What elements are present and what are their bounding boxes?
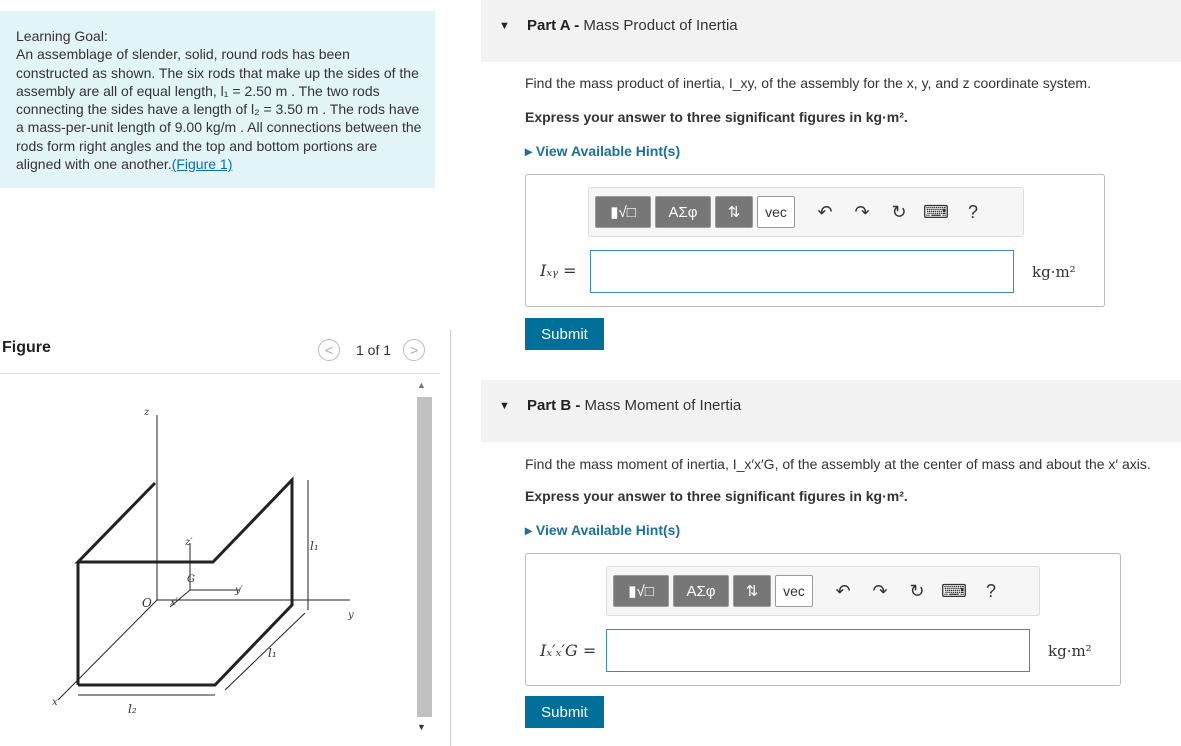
greek-button[interactable]: ΑΣφ [655,196,711,228]
panel-divider [450,330,451,746]
figure-diagram [30,395,410,730]
undo-icon[interactable]: ↶ [817,201,833,222]
part-a-instruction: Express your answer to three significant figures in kg·m². [525,109,908,125]
part-a-unit: kg·m² [1032,263,1076,281]
part-a-hint-link[interactable]: ▸ View Available Hint(s) [525,143,681,159]
figure-pager [318,339,425,361]
prev-figure-button[interactable]: < [318,339,340,361]
reset-icon[interactable]: ↻ [909,580,925,601]
part-a-math-toolbar [588,187,1024,237]
arrows-button[interactable]: ⇅ [733,575,771,607]
label-l1-vertical: l₁ [310,539,319,553]
part-a-hint-text: View Available Hint(s) [535,143,681,159]
vec-button[interactable]: vec [775,575,813,607]
label-z: z [144,407,150,418]
part-b-question: Find the mass moment of inertia, I_x′x′G, of the assembly at the center of mass and about the x′ axis. [525,456,1151,472]
label-G: G [187,574,195,585]
part-a-answer-panel [525,174,1105,307]
label-O: O [142,596,152,610]
label-x: x [52,697,58,708]
part-a-answer-input[interactable] [590,250,1014,293]
part-a-question: Find the mass product of inertia, I_xy, of the assembly for the x, y, and z coordinate system. [525,75,1091,91]
rod-assembly [78,480,292,685]
label-l2: l₂ [128,702,137,716]
figure-header [0,333,440,374]
part-b-answer-input[interactable] [606,629,1030,672]
reset-icon[interactable]: ↻ [891,201,907,222]
pager-text: 1 of 1 [356,342,392,358]
part-a-var-label: Iₓᵧ = [540,261,577,280]
part-b-var-label: Iₓ′ₓ′G = [540,641,597,660]
part-b-header[interactable] [481,380,1181,442]
help-icon[interactable]: ? [985,580,996,601]
dim-l1-diagonal [225,613,305,690]
part-a-title-text: Mass Product of Inertia [583,17,738,34]
part-b-instruction: Express your answer to three significant figures in kg·m². [525,488,908,504]
label-y: y [348,610,354,621]
part-b-hint-link[interactable]: ▸ View Available Hint(s) [525,522,681,538]
goal-title: Learning Goal: [16,28,108,44]
part-b-answer-panel [525,553,1121,686]
part-b-hint-text: View Available Hint(s) [535,522,681,538]
keyboard-icon[interactable]: ⌨ [941,580,967,601]
scroll-thumb[interactable] [417,397,432,717]
collapse-part-a-icon[interactable]: ▼ [499,20,510,32]
figure-title: Figure [2,339,51,356]
part-b-math-toolbar [606,566,1040,616]
learning-goal [0,11,435,188]
scroll-up-icon[interactable]: ▲ [417,380,426,390]
help-icon[interactable]: ? [967,201,978,222]
greek-button[interactable]: ΑΣφ [673,575,729,607]
label-l1-diagonal: l₁ [268,646,277,660]
label-yp: y′ [235,585,243,596]
redo-icon[interactable]: ↷ [872,580,888,601]
arrows-button[interactable]: ⇅ [715,196,753,228]
templates-button[interactable]: ▮√□ [613,575,669,607]
part-a-label: Part A - [527,17,580,34]
part-a-title [527,17,738,34]
collapse-part-b-icon[interactable]: ▼ [499,400,510,412]
left-panel [0,0,450,746]
part-b-label: Part B - [527,397,581,414]
part-b-unit: kg·m² [1048,642,1092,660]
goal-body: An assemblage of slender, solid, round rods has been constructed as shown. The six rods that make up the sides of the assembly are all of equal length, l₁ = 2.50 m . The two rods connecting the sides have a length of l₂ = 3.50 m . The rods have a mass-per-unit length of 9.00 kg/m . All connections between the rods form right angles and the top and bottom portions are aligned with one another. [16,46,422,173]
scroll-down-icon[interactable]: ▼ [417,722,426,732]
undo-icon[interactable]: ↶ [835,580,851,601]
keyboard-icon[interactable]: ⌨ [923,201,949,222]
redo-icon[interactable]: ↷ [854,201,870,222]
next-figure-button[interactable]: > [403,339,425,361]
figure-link[interactable]: (Figure 1) [171,156,233,173]
part-a-submit-button[interactable]: Submit [525,318,604,350]
label-zp: z′ [185,537,193,548]
label-xp: x′ [170,597,178,608]
goal-text [16,45,423,173]
right-panel [481,0,1181,746]
part-b-submit-button[interactable]: Submit [525,696,604,728]
templates-button[interactable]: ▮√□ [595,196,651,228]
part-b-title [527,397,741,414]
part-b-title-text: Mass Moment of Inertia [584,397,742,414]
part-a-header[interactable] [481,0,1181,62]
vec-button[interactable]: vec [757,196,795,228]
